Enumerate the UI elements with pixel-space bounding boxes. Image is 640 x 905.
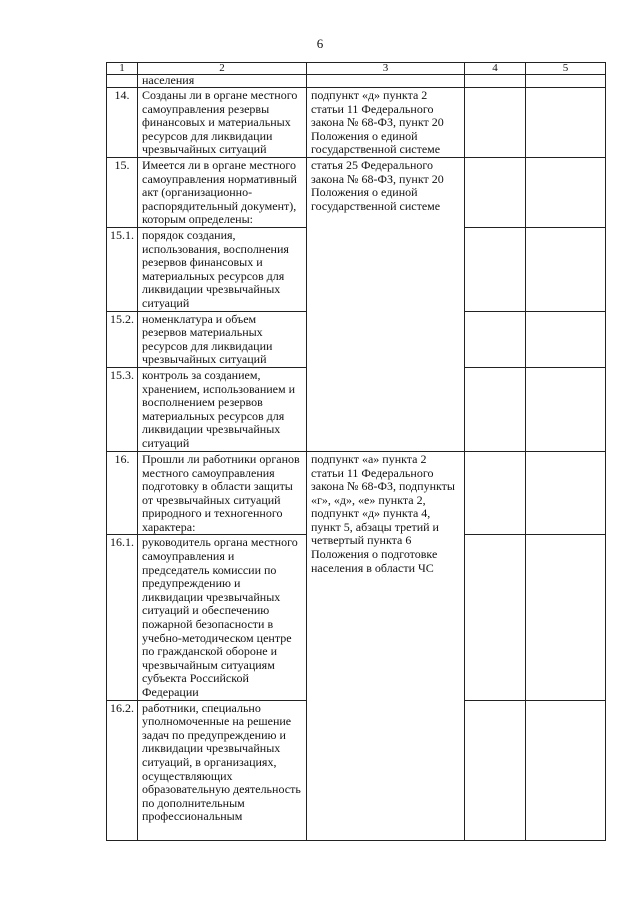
header-col-2: 2 — [138, 63, 307, 75]
note-cell — [526, 535, 606, 700]
row-number-cell: 15. — [107, 157, 138, 227]
note-cell — [526, 88, 606, 158]
answer-cell — [465, 227, 526, 311]
header-col-3: 3 — [307, 63, 465, 75]
basis-cell: статья 25 Федерального закона № 68-ФЗ, пункт 20 Положения о единой государственной системе — [307, 157, 465, 451]
answer-cell — [465, 535, 526, 700]
answer-cell — [465, 88, 526, 158]
table-row — [107, 88, 606, 158]
page-number: 6 — [316, 36, 324, 51]
header-col-5: 5 — [526, 63, 606, 75]
note-cell — [526, 367, 606, 451]
note-cell — [526, 451, 606, 535]
question-cell: номенклатура и объем резервов материальных ресурсов для ликвидации чрезвычайных ситуаций — [138, 311, 307, 367]
question-cell: Прошли ли работники органов местного самоуправления подготовку в области защиты от чрезвычайных ситуаций природного и техногенного характера: — [138, 451, 307, 535]
basis-cell: подпункт «д» пункта 2 статьи 11 Федерального закона № 68-ФЗ, пункт 20 Положения о единой государственной системе — [307, 88, 465, 158]
basis-cell: подпункт «а» пункта 2 статьи 11 Федерального закона № 68-ФЗ, подпункты «г», «д», «е» пункта 2, подпункт «д» пункта 4, пункт 5, абзацы третий и четвертый пункта 6 Положения о подготовке населения в области ЧС — [307, 451, 465, 840]
question-cell: Созданы ли в органе местного самоуправления резервы финансовых и материальных ресурсов для ликвидации чрезвычайных ситуаций — [138, 88, 307, 158]
question-cell: работники, специально уполномоченные на решение задач по предупреждению и ликвидации чрезвычайных ситуаций, в организациях, осуществляющих образовательную деятельность по дополнительным профессиональным — [138, 700, 307, 840]
answer-cell — [465, 367, 526, 451]
question-cell: контроль за созданием, хранением, использованием и восполнением резервов материальных ресурсов для ликвидации чрезвычайных ситуаций — [138, 367, 307, 451]
answer-cell — [465, 700, 526, 840]
checklist-table — [106, 62, 606, 841]
note-cell — [526, 157, 606, 227]
header-col-1: 1 — [107, 63, 138, 75]
table-header-row — [107, 63, 606, 75]
note-cell — [526, 700, 606, 840]
row-number-cell: 14. — [107, 88, 138, 158]
header-col-4: 4 — [465, 63, 526, 75]
question-cell: руководитель органа местного самоуправления и председатель комиссии по предупреждению и ликвидации чрезвычайных ситуаций и обеспечению пожарной безопасности в учебно-методическом центре по гражданской обороне и чрезвычайным ситуациям субъекта Российской Федерации — [138, 535, 307, 700]
table-row — [107, 157, 606, 227]
question-cell: порядок создания, использования, восполнения резервов финансовых и материальных ресурсов для ликвидации чрезвычайных ситуаций — [138, 227, 307, 311]
row-number-cell: 16.2. — [107, 700, 138, 840]
row-number-cell: 16. — [107, 451, 138, 535]
row-number-cell — [107, 75, 138, 88]
row-number-cell: 15.2. — [107, 311, 138, 367]
basis-cell — [307, 75, 465, 88]
note-cell — [526, 227, 606, 311]
row-number-cell: 15.1. — [107, 227, 138, 311]
row-number-cell: 15.3. — [107, 367, 138, 451]
question-cell: населения — [138, 75, 307, 88]
question-cell: Имеется ли в органе местного самоуправления нормативный акт (организационно-распорядительный документ), которым определены: — [138, 157, 307, 227]
answer-cell — [465, 451, 526, 535]
answer-cell — [465, 75, 526, 88]
note-cell — [526, 311, 606, 367]
table-row-continuation — [107, 75, 606, 88]
answer-cell — [465, 157, 526, 227]
table-row — [107, 451, 606, 535]
row-number-cell: 16.1. — [107, 535, 138, 700]
note-cell — [526, 75, 606, 88]
answer-cell — [465, 311, 526, 367]
